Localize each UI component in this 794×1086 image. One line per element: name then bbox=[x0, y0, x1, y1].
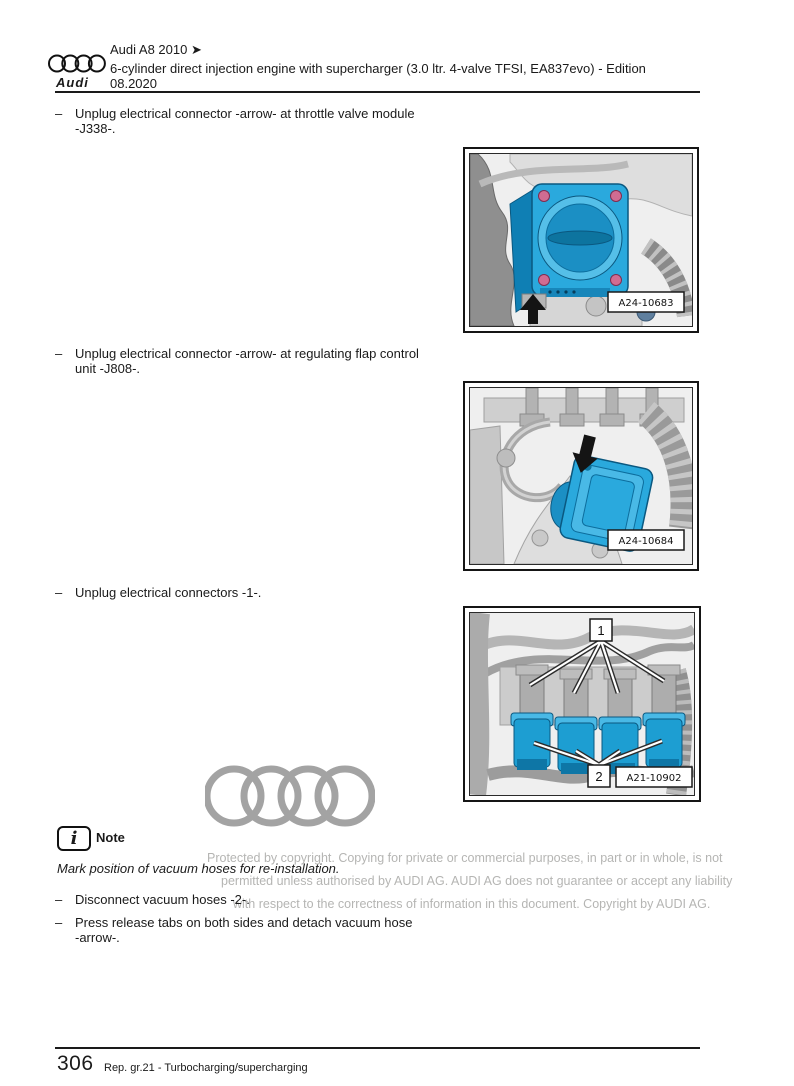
figure-label-plate bbox=[608, 292, 684, 312]
note-info-icon: i bbox=[57, 826, 91, 851]
engine-illustration-coils bbox=[470, 613, 694, 795]
step-unplug-throttle-connector bbox=[55, 107, 455, 136]
callout-1 bbox=[590, 619, 612, 641]
header-rule bbox=[55, 91, 700, 93]
step-line: Unplug electrical connectors -1-. bbox=[75, 585, 262, 600]
step-line: unit -J808-. bbox=[75, 360, 141, 376]
note-title: Note bbox=[96, 830, 125, 845]
bullet-dash: – bbox=[55, 585, 63, 600]
copyright-watermark-line2: permitted unless authorised by AUDI AG. AUDI AG does not guarantee or accept any liability bbox=[221, 874, 733, 888]
bullet-dash: – bbox=[55, 106, 63, 121]
copyright-watermark-line3: with respect to the correctness of information in this document. Copyright by AUDI AG. bbox=[233, 897, 711, 911]
audi-rings-watermark-icon bbox=[205, 762, 375, 835]
note-text: Mark position of vacuum hoses for re-installation. bbox=[57, 861, 340, 876]
step-press-release-tabs bbox=[55, 916, 455, 945]
footer-rule bbox=[55, 1047, 700, 1049]
step-unplug-coil-connectors bbox=[55, 586, 455, 601]
step-line: -arrow-. bbox=[75, 929, 120, 945]
step-unplug-flap-connector bbox=[55, 347, 455, 376]
step-disconnect-vacuum-hoses bbox=[55, 893, 455, 908]
header-title-line: 6-cylinder direct injection engine with supercharger (3.0 ltr. 4-valve TFSI, EA837evo) - Edition bbox=[110, 61, 646, 76]
figure-throttle-valve-module bbox=[463, 147, 699, 333]
engine-illustration-throttle bbox=[470, 154, 692, 326]
bullet-dash: – bbox=[55, 892, 63, 907]
step-line: Unplug electrical connector -arrow- at throttle valve module bbox=[75, 106, 415, 121]
copyright-watermark-line1: Protected by copyright. Copying for private or commercial purposes, in part or in whole, is not bbox=[207, 851, 723, 865]
callout-2 bbox=[588, 765, 610, 787]
figure-label-plate bbox=[616, 767, 692, 787]
engine-illustration-flap-unit bbox=[470, 388, 692, 564]
bullet-dash: – bbox=[55, 915, 63, 930]
callout-2-number: 2 bbox=[595, 769, 603, 784]
figure-label-plate bbox=[608, 530, 684, 550]
step-line: -J338-. bbox=[75, 120, 116, 136]
step-line: Unplug electrical connector -arrow- at regulating flap control bbox=[75, 346, 419, 361]
header-model-line: Audi A8 2010 ➤ bbox=[110, 42, 202, 57]
step-line: Disconnect vacuum hoses -2-. bbox=[75, 892, 250, 907]
figure-coil-connectors bbox=[463, 606, 701, 802]
figure-label: A24-10684 bbox=[618, 536, 674, 547]
audi-brand-word: Audi bbox=[56, 75, 89, 90]
header-edition-line: 08.2020 bbox=[110, 76, 157, 91]
callout-1-number: 1 bbox=[597, 623, 605, 638]
repair-group-reference: Rep. gr.21 - Turbocharging/supercharging bbox=[104, 1062, 308, 1074]
page-number: 306 bbox=[57, 1052, 94, 1075]
figure-label: A24-10683 bbox=[618, 298, 674, 309]
figure-label: A21-10902 bbox=[626, 773, 682, 784]
figure-regulating-flap-unit bbox=[463, 381, 699, 571]
step-line: Press release tabs on both sides and detach vacuum hose bbox=[75, 915, 413, 930]
bullet-dash: – bbox=[55, 346, 63, 361]
